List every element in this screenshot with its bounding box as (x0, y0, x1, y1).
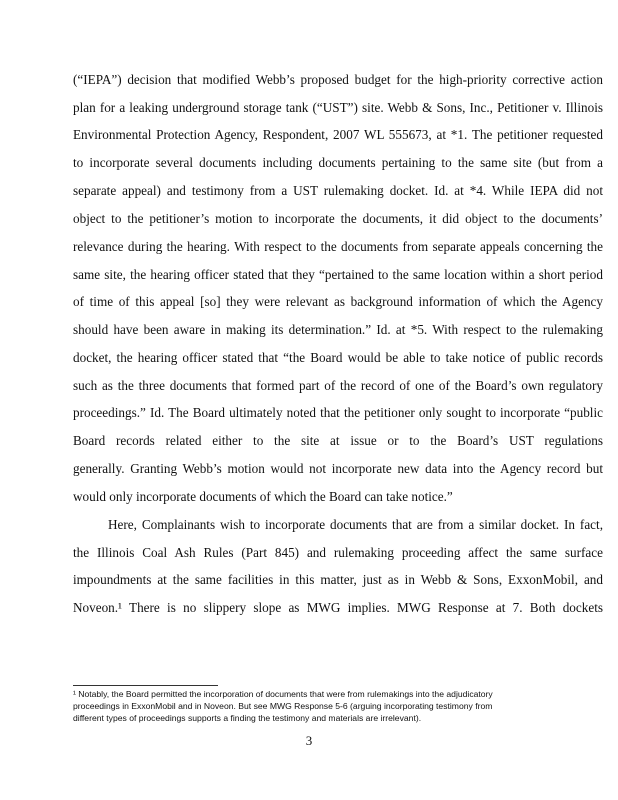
body-line-10: should have been aware in making its determination.” Id. at *5. With respect to the rulemaking (73, 322, 603, 337)
body-line-11: docket, the hearing officer stated that “the Board would be able to take notice of public records (73, 350, 603, 365)
body-line-14: Board records related either to the site at issue or to the Board’s UST regulations (73, 433, 603, 448)
footnote-line-2: proceedings in ExxonMobil and in Noveon. But see MWG Response 5-6 (arguing incorporating testimony from (73, 701, 493, 711)
body-line-4: to incorporate several documents including documents pertaining to the same site (but from a (73, 155, 603, 170)
body-line-7: relevance during the hearing. With respect to the documents from separate appeals concerning the (73, 239, 603, 254)
body-line-3: Environmental Protection Agency, Respondent, 2007 WL 555673, at *1. The petitioner requested (73, 127, 603, 142)
para2-line-2: the Illinois Coal Ash Rules (Part 845) and rulemaking proceeding affect the same surface (73, 545, 603, 560)
footnote-line-3: different types of proceedings supports a finding the testimony and materials are irrelevant). (73, 713, 422, 723)
footnote-line-1: ¹ Notably, the Board permitted the incorporation of documents that were from rulemakings into the adjudicatory (73, 689, 493, 699)
para2-line-1: Here, Complainants wish to incorporate documents that are from a similar docket. In fact, (108, 517, 603, 532)
body-line-12: such as the three documents that formed part of the record of one of the Board’s own regulatory (73, 378, 603, 393)
body-line-1: (“IEPA”) decision that modified Webb’s proposed budget for the high-priority corrective action (73, 72, 603, 87)
para2-line-3: impoundments at the same facilities in this matter, just as in Webb & Sons, ExxonMobil, and (73, 572, 603, 587)
body-line-5: separate appeal) and testimony from a UST rulemaking docket. Id. at *4. While IEPA did not (73, 183, 603, 198)
footnote-divider (73, 685, 218, 686)
para2-line-4: Noveon.¹ There is no slippery slope as MWG implies. MWG Response at 7. Both dockets (73, 600, 603, 615)
body-line-9: of time of this appeal [so] they were relevant as background information of which the Agency (73, 294, 603, 309)
body-line-8: same site, the hearing officer stated that they “pertained to the same location within a short period (73, 267, 603, 282)
body-line-2: plan for a leaking underground storage tank (“UST”) site. Webb & Sons, Inc., Petitioner v. Illinois (73, 100, 603, 115)
body-line-15: generally. Granting Webb’s motion would not incorporate new data into the Agency record but (73, 461, 603, 476)
body-line-13: proceedings.” Id. The Board ultimately noted that the petitioner only sought to incorporate “public (73, 405, 603, 420)
body-line-6: object to the petitioner’s motion to incorporate the documents, it did object to the documents’ (73, 211, 603, 226)
page-number: 3 (305, 733, 313, 748)
body-line-16: would only incorporate documents of which the Board can take notice.” (73, 489, 453, 504)
